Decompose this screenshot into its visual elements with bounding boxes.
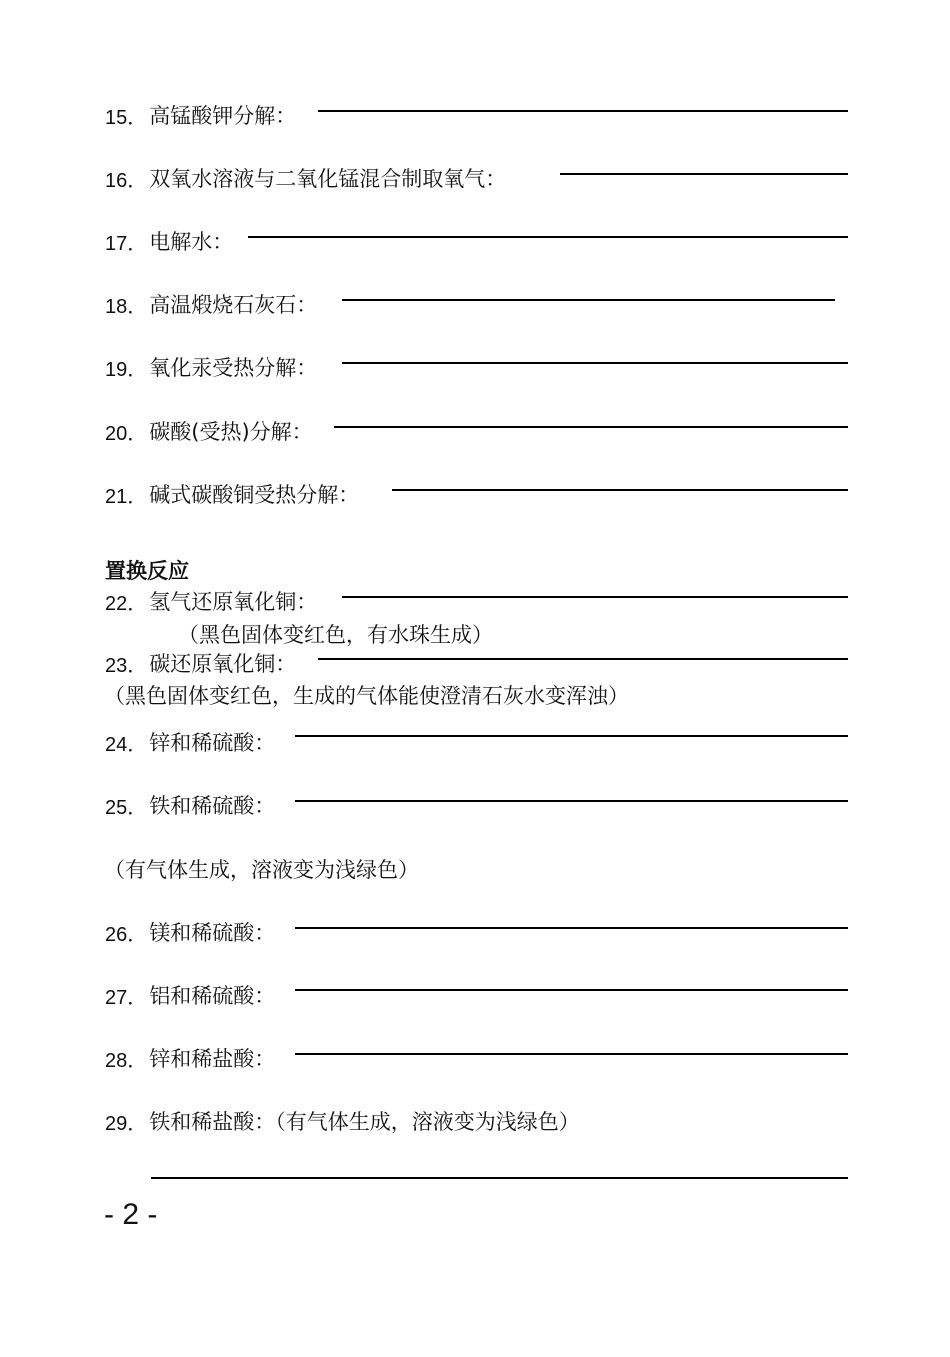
question-number: 28． — [105, 1049, 148, 1072]
question-number: 23． — [105, 654, 148, 677]
question-text: 铁和稀硫酸： — [149, 794, 276, 818]
answer-line-16[interactable] — [560, 173, 848, 175]
question-25 — [105, 790, 275, 820]
answer-line-22[interactable] — [342, 596, 848, 598]
section-heading: 置换反应 — [105, 559, 189, 583]
question-text: 锌和稀硫酸： — [149, 731, 276, 755]
question-22 — [105, 586, 317, 616]
question-18 — [105, 289, 317, 319]
question-text: 高锰酸钾分解： — [149, 104, 297, 128]
answer-line-19[interactable] — [342, 362, 848, 364]
question-text: 碳酸(受热)分解： — [149, 420, 313, 444]
question-number: 21． — [105, 485, 148, 508]
question-15 — [105, 100, 296, 130]
page-number: - 2 - — [104, 1198, 158, 1231]
answer-line-18[interactable] — [342, 299, 835, 301]
question-number: 22． — [105, 592, 148, 615]
question-text: 氧化汞受热分解： — [149, 356, 318, 380]
question-number: 18． — [105, 295, 148, 318]
answer-line-21[interactable] — [392, 489, 848, 491]
question-29 — [105, 1106, 580, 1136]
question-19 — [105, 352, 317, 382]
question-number: 25． — [105, 796, 148, 819]
question-text: 碱式碳酸铜受热分解： — [149, 483, 360, 507]
answer-line-27[interactable] — [295, 989, 848, 991]
question-17 — [105, 226, 233, 256]
question-text: 镁和稀硫酸： — [149, 921, 276, 945]
question-16 — [105, 163, 506, 193]
answer-line-20[interactable] — [334, 426, 848, 428]
question-text: 双氧水溶液与二氧化锰混合制取氧气： — [149, 167, 507, 191]
question-text: 锌和稀盐酸： — [149, 1047, 276, 1071]
answer-line-25[interactable] — [295, 800, 848, 802]
question-number: 16． — [105, 169, 148, 192]
question-number: 24． — [105, 733, 148, 756]
observation-note-23: （黑色固体变红色，生成的气体能使澄清石灰水变浑浊） — [104, 684, 629, 708]
question-28 — [105, 1043, 275, 1073]
question-26 — [105, 917, 275, 947]
answer-line-23[interactable] — [318, 658, 848, 660]
question-24 — [105, 727, 275, 757]
question-21 — [105, 479, 359, 509]
observation-note-22: （黑色固体变红色，有水珠生成） — [178, 623, 493, 647]
question-text: 碳还原氧化铜： — [149, 652, 297, 676]
answer-line-29[interactable] — [151, 1177, 848, 1179]
question-text: 铁和稀盐酸：（有气体生成，溶液变为浅绿色） — [149, 1110, 580, 1134]
question-text: 电解水： — [149, 230, 234, 254]
question-text: 氢气还原氧化铜： — [149, 590, 318, 614]
answer-line-17[interactable] — [248, 236, 848, 238]
answer-line-24[interactable] — [295, 735, 848, 737]
question-23 — [105, 648, 296, 678]
answer-line-28[interactable] — [295, 1053, 848, 1055]
answer-line-26[interactable] — [295, 927, 848, 929]
observation-note-25: （有气体生成，溶液变为浅绿色） — [104, 858, 419, 882]
question-number: 20． — [105, 422, 148, 445]
question-text: 铝和稀硫酸： — [149, 984, 276, 1008]
question-number: 26． — [105, 923, 148, 946]
question-number: 27． — [105, 986, 148, 1009]
question-number: 19． — [105, 358, 148, 381]
question-27 — [105, 980, 275, 1010]
question-number: 17． — [105, 232, 148, 255]
question-number: 29． — [105, 1112, 148, 1135]
question-20 — [105, 416, 313, 446]
answer-line-15[interactable] — [318, 110, 848, 112]
question-number: 15． — [105, 106, 148, 129]
question-text: 高温煅烧石灰石： — [149, 293, 318, 317]
